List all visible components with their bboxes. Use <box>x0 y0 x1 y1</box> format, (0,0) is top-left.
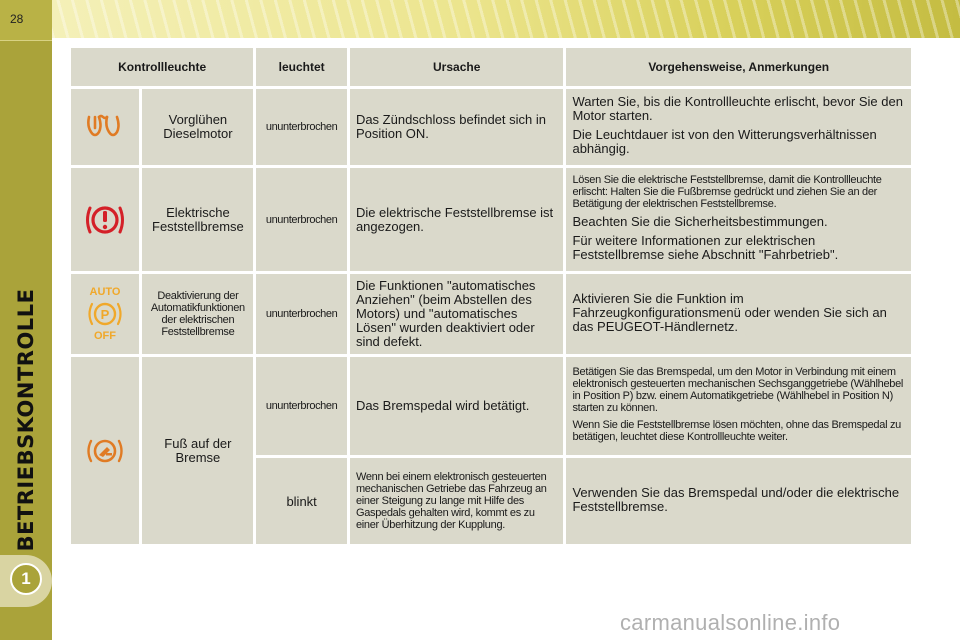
light-name: Vorglühen Dieselmotor <box>142 89 253 165</box>
action-paragraph: Aktivieren Sie die Funktion im Fahrzeugkonfigurationsmenü oder wenden Sie sich an das PEUGEOT-Händlernetz. <box>572 290 887 334</box>
lit-state: ununterbrochen <box>256 89 347 165</box>
action-paragraph: Verwenden Sie das Bremspedal und/oder die elektrische Feststellbremse. <box>572 484 900 514</box>
cause: Wenn bei einem elektronisch gesteuerten mechanischen Getriebe das Fahrzeug an einer Steigung zu lange mit Hilfe des Gaspedals gehalten wird, kommt es zu einer Überhitzung der Kupplung. <box>350 458 564 544</box>
table-row <box>71 89 911 165</box>
cause: Das Bremspedal wird betätigt. <box>350 357 564 455</box>
header-action: Vorgehensweise, Anmerkungen <box>566 48 911 86</box>
cause: Die elektrische Feststellbremse ist angezogen. <box>350 168 564 271</box>
icon-cell <box>71 357 139 544</box>
action-paragraph: Für weitere Informationen zur elektrischen Feststellbremse siehe Abschnitt "Fahrbetrieb". <box>572 233 839 262</box>
cause: Die Funktionen "automatisches Anziehen" (beim Abstellen des Motors) und "automatisches Lösen" wurden deaktiviert oder sind defekt. <box>350 274 564 354</box>
warning-lights-table <box>68 45 914 547</box>
action-paragraph: Beachten Sie die Sicherheitsbestimmungen. <box>572 214 828 229</box>
action <box>566 168 911 271</box>
icon-cell <box>71 168 139 271</box>
lit-state: ununterbrochen <box>256 274 347 354</box>
chapter-number: 1 <box>10 563 42 595</box>
action <box>566 357 911 455</box>
section-title: BETRIEBSKONTROLLE <box>14 288 38 552</box>
table-row <box>71 357 911 455</box>
table-header-row <box>71 48 911 86</box>
icon-cell <box>71 274 139 354</box>
action-paragraph: Betätigen Sie das Bremspedal, um den Motor in Verbindung mit einem elektronisch gesteuerten mechanischen Sechsganggetriebe (Wählhebel in Position P) bzw. einem Automatikgetriebe (Wählhebel in Position N) starten zu können. <box>572 366 904 414</box>
auto-p-off-icon <box>82 284 128 344</box>
page-number-box <box>0 0 52 41</box>
header-decoration <box>52 0 960 38</box>
light-name: Elektrische Feststellbremse <box>142 168 253 271</box>
action-paragraph: Warten Sie, bis die Kontrollleuchte erlischt, bevor Sie den Motor starten. <box>572 94 903 123</box>
header-lit: leuchtet <box>256 48 347 86</box>
auto-p-off-icon-top: AUTO <box>89 286 121 298</box>
icon-cell <box>71 89 139 165</box>
light-name: Deaktivierung der Automatikfunktionen der elektrischen Feststellbremse <box>142 274 253 354</box>
lit-state: blinkt <box>256 458 347 544</box>
action <box>566 458 911 544</box>
glow-plug-icon <box>85 114 125 140</box>
auto-p-off-icon-center: P <box>100 307 110 322</box>
light-name: Fuß auf der Bremse <box>142 357 253 544</box>
watermark: carmanualsonline.info <box>620 610 841 635</box>
header-cause: Ursache <box>350 48 564 86</box>
lit-state: ununterbrochen <box>256 168 347 271</box>
action-paragraph: Wenn Sie die Feststellbremse lösen möchten, ohne das Bremspedal zu betätigen, leuchtet diese Kontrollleuchte weiter. <box>572 419 901 443</box>
header-warning-light: Kontrollleuchte <box>71 48 253 86</box>
lit-state: ununterbrochen <box>256 357 347 455</box>
action <box>566 274 911 354</box>
parking-brake-warning-icon <box>84 202 126 238</box>
action-paragraph: Lösen Sie die elektrische Feststellbremse, damit die Kontrollleuchte erlischt: Halten Sie die Fußbremse gedrückt und ziehen Sie an der Betätigung der elektrischen Feststellbremse. <box>572 174 882 210</box>
table-row <box>71 274 911 354</box>
auto-p-off-icon-bottom: OFF <box>94 330 117 342</box>
foot-on-brake-icon <box>85 436 125 466</box>
table-row <box>71 168 911 271</box>
action <box>566 89 911 165</box>
action-paragraph: Die Leuchtdauer ist von den Witterungsverhältnissen abhängig. <box>572 127 877 156</box>
page-number: 28 <box>10 12 24 26</box>
cause: Das Zündschloss befindet sich in Position ON. <box>350 89 564 165</box>
